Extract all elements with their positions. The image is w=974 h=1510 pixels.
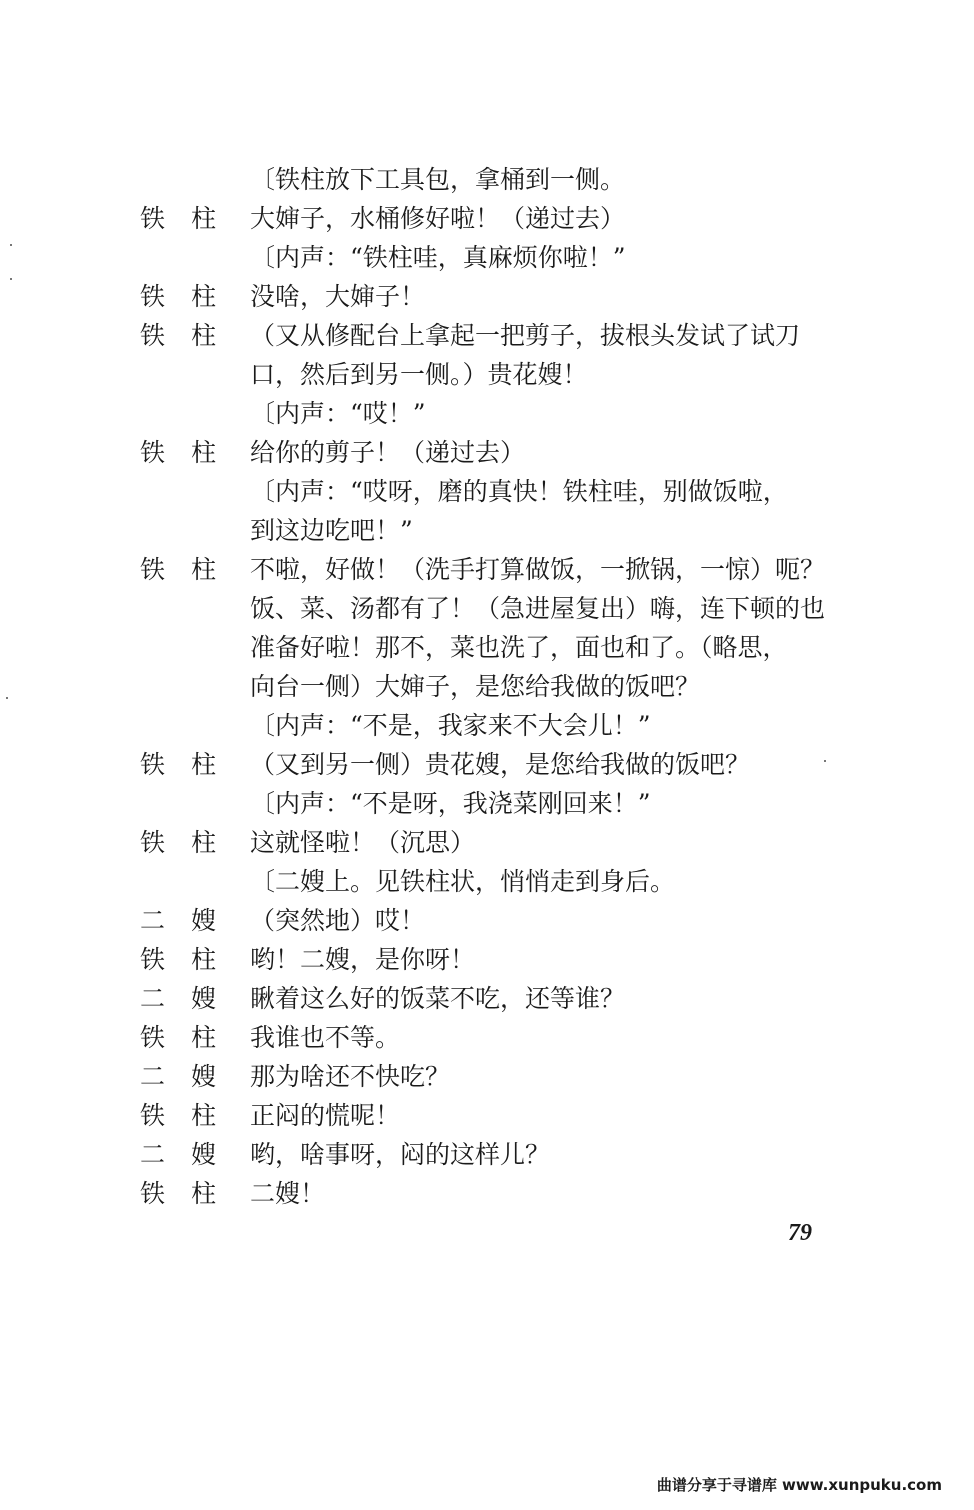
- dialogue-line: [0, 901, 974, 940]
- dialogue-line: [0, 862, 974, 901]
- dialogue-line: [0, 550, 974, 589]
- line-text: 瞅着这么好的饭菜不吃，还等谁？: [250, 984, 626, 1013]
- dialogue-line: [0, 355, 974, 394]
- line-text: （又从修配台上拿起一把剪子，拔根头发试了试刀: [250, 321, 801, 350]
- dialogue-line: [0, 745, 974, 784]
- dialogue-line: [0, 160, 974, 199]
- speaker-name: 铁柱: [140, 321, 243, 350]
- dialogue-line: [0, 238, 974, 277]
- dialogue-line: [0, 979, 974, 1018]
- line-text: 那为啥还不快吃？: [250, 1062, 451, 1091]
- line-text: 〔二嫂上。见铁柱状，悄悄走到身后。: [250, 867, 676, 896]
- dialogue-line: [0, 706, 974, 745]
- dialogue-line: [0, 316, 974, 355]
- speaker-name: 二嫂: [140, 984, 243, 1013]
- speaker-name: 铁柱: [140, 204, 243, 233]
- line-text: （突然地）哎！: [250, 906, 426, 935]
- line-text: 向台一侧）大婶子，是您给我做的饭吧？: [250, 672, 701, 701]
- dialogue-line: [0, 394, 974, 433]
- dialogue-line: [0, 940, 974, 979]
- dialogue-line: [0, 628, 974, 667]
- speaker-name: 二嫂: [140, 1062, 243, 1091]
- dialogue-line: [0, 472, 974, 511]
- speaker-name: 铁柱: [140, 1101, 243, 1130]
- line-text: 〔内声：“哎呀，磨的真快！铁柱哇，别做饭啦，: [250, 477, 788, 506]
- speaker-name: 铁柱: [140, 1023, 243, 1052]
- line-text: 〔内声：“不是呀，我浇菜刚回来！”: [250, 789, 651, 818]
- line-text: 准备好啦！那不，菜也洗了，面也和了。（略思，: [250, 633, 788, 662]
- speaker-name: 二嫂: [140, 906, 243, 935]
- line-text: 这就怪啦！（沉思）: [250, 828, 476, 857]
- line-text: 〔内声：“哎！”: [250, 399, 426, 428]
- dialogue-line: [0, 589, 974, 628]
- dialogue-line: [0, 277, 974, 316]
- line-text: （又到另一侧）贵花嫂，是您给我做的饭吧？: [250, 750, 751, 779]
- dialogue-line: [0, 199, 974, 238]
- dialogue-line: [0, 433, 974, 472]
- line-text: 〔铁柱放下工具包，拿桶到一侧。: [250, 165, 626, 194]
- dialogue-line: [0, 1174, 974, 1213]
- line-text: 不啦，好做！（洗手打算做饭，一掀锅，一惊）呃？: [250, 555, 826, 584]
- speaker-name: 二嫂: [140, 1140, 243, 1169]
- speaker-name: 铁柱: [140, 282, 243, 311]
- line-text: 正闷的慌呢！: [250, 1101, 401, 1130]
- line-text: 给你的剪子！（递过去）: [250, 438, 526, 467]
- dialogue-line: [0, 1096, 974, 1135]
- line-text: 口，然后到另一侧。）贵花嫂！: [250, 360, 588, 389]
- dialogue-line: [0, 823, 974, 862]
- line-text: 大婶子，水桶修好啦！（递过去）: [250, 204, 626, 233]
- speaker-name: 铁柱: [140, 1179, 243, 1208]
- line-text: 〔内声：“铁柱哇，真麻烦你啦！”: [250, 243, 626, 272]
- speaker-name: 铁柱: [140, 555, 243, 584]
- dialogue-line: [0, 511, 974, 550]
- line-text: 哟，啥事呀，闷的这样儿？: [250, 1140, 551, 1169]
- dialogue-line: [0, 1018, 974, 1057]
- speaker-name: 铁柱: [140, 750, 243, 779]
- line-text: 饭、菜、汤都有了！（急进屋复出）嗨，连下顿的也: [250, 594, 826, 623]
- line-text: 哟！二嫂，是你呀！: [250, 945, 476, 974]
- speaker-name: 铁柱: [140, 945, 243, 974]
- line-text: 〔内声：“不是，我家来不大会儿！”: [250, 711, 651, 740]
- dialogue-line: [0, 667, 974, 706]
- line-text: 二嫂！: [250, 1179, 326, 1208]
- dialogue-lines: [0, 160, 974, 1213]
- watermark-footer: 曲谱分享于寻谱库 www.xunpuku.com: [656, 1476, 942, 1494]
- dialogue-line: [0, 1135, 974, 1174]
- dialogue-line: [0, 1057, 974, 1096]
- speaker-name: 铁柱: [140, 828, 243, 857]
- dialogue-line: [0, 784, 974, 823]
- speaker-name: 铁柱: [140, 438, 243, 467]
- line-text: 到这边吃吧！”: [250, 516, 413, 545]
- line-text: 没啥，大婶子！: [250, 282, 426, 311]
- page-number: 79: [788, 1220, 812, 1246]
- line-text: 我谁也不等。: [250, 1023, 401, 1052]
